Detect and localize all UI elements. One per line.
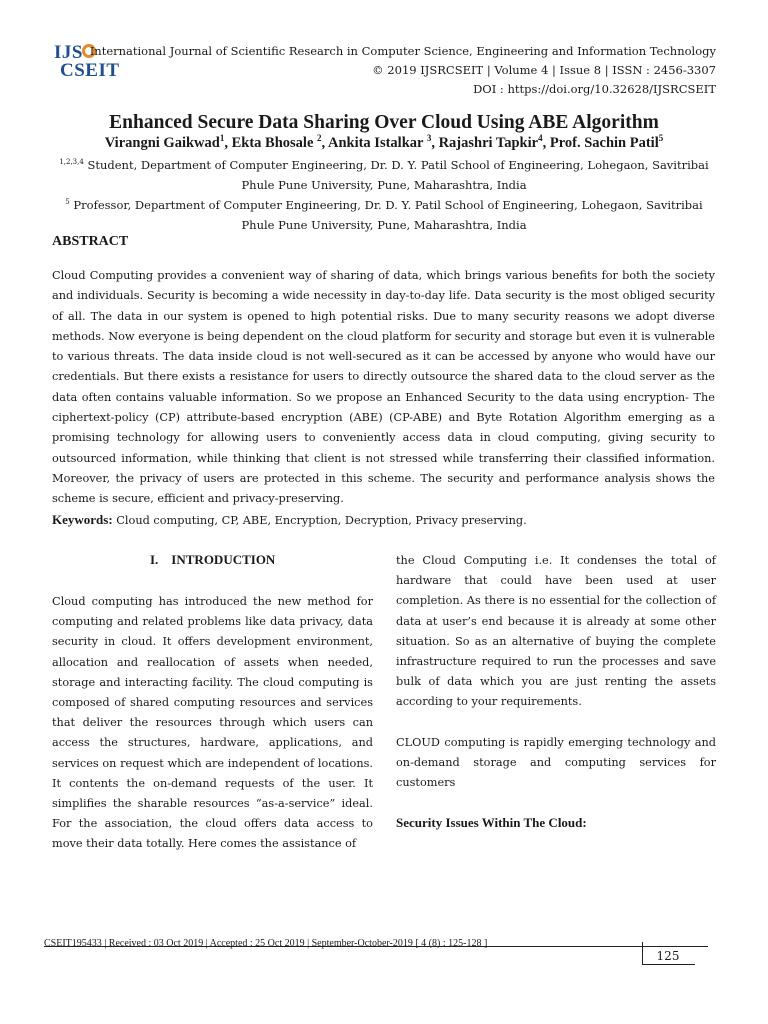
author-sup: 2 xyxy=(317,133,322,143)
author-name: Ankita Istalkar xyxy=(327,134,427,151)
introduction-heading: I. INTRODUCTION xyxy=(150,552,276,567)
security-issues-heading: Security Issues Within The Cloud: xyxy=(396,815,587,830)
paper-title: Enhanced Secure Data Sharing Over Cloud Using ABE Algorithm xyxy=(109,112,659,133)
author-sup: 5 xyxy=(658,133,664,143)
footer-rule xyxy=(44,946,708,947)
affiliation-professor xyxy=(52,192,716,235)
affiliation-line: Professor, Department of Computer Engineering, Dr. D. Y. Patil School of Engineering, Lohegaon, Savitribai xyxy=(69,197,703,212)
author-sup: 3 xyxy=(426,133,432,143)
affiliation-line: Student, Department of Computer Engineering, Dr. D. Y. Patil School of Engineering, Lohegaon, Savitribai xyxy=(83,157,709,172)
right-paragraph-1: the Cloud Computing i.e. It condenses the total of hardware that could have been used at user completion. As there is no essential for the collection of data at user’s end because it is already at some other situation. So as an alternative of buying the complete infrastructure required to run the processes and save bulk of data which you are just renting the assets according to your requirements. xyxy=(396,554,716,709)
author-sup: 1 xyxy=(219,133,225,143)
abstract-heading: ABSTRACT xyxy=(52,234,129,249)
page-number: 125 xyxy=(656,949,680,963)
keywords xyxy=(52,511,715,530)
logo-text-bottom: CSEIT xyxy=(60,60,120,81)
doi-link[interactable]: DOI : https://doi.org/10.32628/IJSRCSEIT xyxy=(473,82,716,96)
author-name: Rajashri Tapkir xyxy=(438,134,539,151)
author-sup: 4 xyxy=(538,133,543,143)
abstract-text: Cloud Computing provides a convenient way of sharing of data, which brings various benefits for both the society and individuals. Security is becoming a wide necessity in day-to-day life. Data security is the most obliged security of all. The data in our system is opened to high potential risks. Due to many security reasons we adopt diverse methods. Now everyone is being dependent on the cloud platform for security and storage but even it is vulnerable to various threats. The data inside cloud is not well-secured as it can be accessed by anyone who would have our credentials. But there exists a resistance for users to directly outsource the shared data to the cloud server as the data often contains valuable information. So we propose an Enhanced Security to the data using encryption- The ciphertext-policy (CP) attribute-based encryption (ABE) (CP-ABE) and Byte Rotation Algorithm emerging as a promising technology for allowing users to conveniently access data in cloud computing, giving security to outsourced information, while thinking that client is not stressed while transferring their classified information. Moreover, the privacy of users are protected in this scheme. The security and performance analysis shows the scheme is secure, efficient and privacy-preserving. xyxy=(52,269,715,506)
volume-line: © 2019 IJSRCSEIT | Volume 4 | Issue 8 | ISSN : 2456-3307 xyxy=(372,63,716,77)
author-name: Prof. Sachin Patil xyxy=(549,134,659,151)
affiliation-students xyxy=(52,152,716,195)
intro-paragraph: Cloud computing has introduced the new method for computing and related problems like data privacy, data security in cloud. It offers development environment, allocation and reallocation of assets when needed, storage and interacting facility. The cloud computing is composed of shared computing resources and services that deliver the resources through which users can access the structures, hardware, applications, and services on request which are independent of locations. It contents the on-demand requests of the user. It simplifies the sharable resources “as-a-service” ideal. For the association, the cloud offers data access to move their data totally. Here comes the assistance of xyxy=(52,595,373,851)
author-list: Virangni Gaikwad$^1$, Ekta Bhosale $^2$, Ankita Istalkar $^3$, Rajashri Tapkir$^4$, Prof. Sachin Patil$^5$ xyxy=(104,133,664,151)
journal-name: International Journal of Scientific Research in Computer Science, Engineering and Information Technology xyxy=(89,44,716,58)
right-paragraph-2: CLOUD computing is rapidly emerging technology and on-demand storage and computing services for customers xyxy=(396,736,716,790)
keywords-label: Keywords: xyxy=(52,512,113,527)
keywords-list: Cloud computing, CP, ABE, Encryption, Decryption, Privacy preserving. xyxy=(112,514,527,527)
affiliation-line: Phule Pune University, Pune, Maharashtra, India xyxy=(241,177,527,192)
author-name: Virangni Gaikwad xyxy=(104,134,220,151)
footer-citation: CSEIT195433 | Received : 03 Oct 2019 | Accepted : 25 Oct 2019 | September-October-2019 [ 4 (8) : 125-128 ] xyxy=(44,938,488,949)
affiliation-sup: 5 xyxy=(65,198,70,206)
logo-text-top: IJS xyxy=(54,42,83,63)
affiliation-line: Phule Pune University, Pune, Maharashtra, India xyxy=(241,217,527,232)
author-name: Ekta Bhosale xyxy=(231,134,318,151)
affiliation-sup: 1,2,3,4 xyxy=(59,158,84,166)
